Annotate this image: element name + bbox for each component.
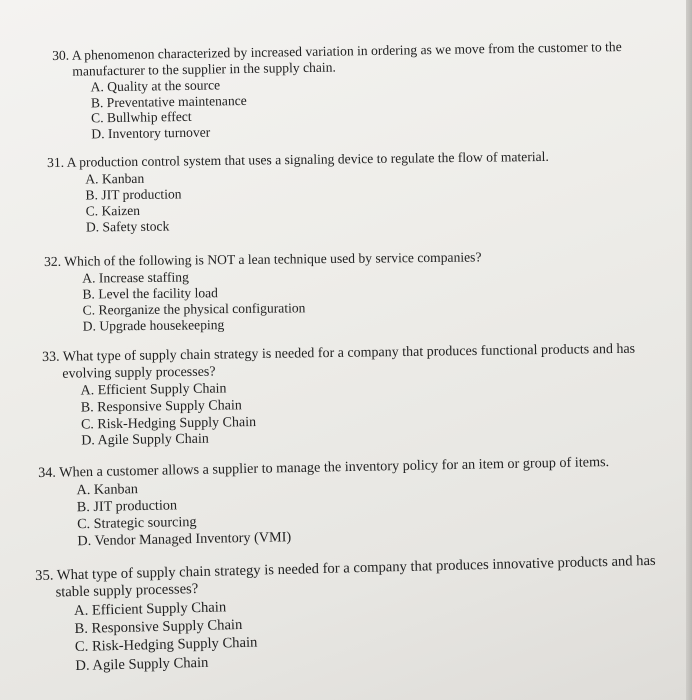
choice-c: C. Kaizen — [85, 202, 141, 219]
question-31 — [47, 147, 688, 235]
answer-choices — [53, 70, 692, 142]
choice-a: A. Efficient Supply Chain — [80, 381, 227, 399]
choice-b: B. Responsive Supply Chain — [80, 398, 242, 416]
answer-choices — [36, 587, 678, 675]
choice-a: A. Kanban — [85, 170, 145, 187]
question-text-line1: A phenomenon characterized by increased variation in ordering as we move from the customer to the — [71, 39, 622, 63]
question-number: 32. — [44, 253, 62, 269]
question-number: 35. — [35, 567, 54, 584]
question-text-line2: evolving supply processes? — [62, 364, 216, 382]
question-text-line1: Which of the following is NOT a lean technique used by service companies? — [64, 249, 482, 269]
choice-c: C. Reorganize the physical configuration — [82, 299, 306, 318]
choice-b: B. Preventative maintenance — [90, 92, 247, 110]
choice-d: D. Agile Supply Chain — [81, 432, 209, 449]
choice-b: B. JIT production — [76, 497, 178, 516]
choice-d: D. Upgrade housekeeping — [82, 316, 225, 334]
question-text-line2: stable supply processes? — [55, 581, 199, 601]
choice-a: A. Efficient Supply Chain — [73, 599, 227, 620]
question-32 — [44, 247, 685, 334]
choice-d: D. Safety stock — [85, 218, 170, 235]
question-number: 30. — [52, 47, 70, 63]
choice-a: A. Quality at the source — [90, 77, 221, 95]
answer-choices — [44, 264, 685, 335]
choice-c: C. Risk-Hedging Supply Chain — [74, 634, 258, 656]
choice-b: B. JIT production — [85, 185, 182, 203]
choice-d: D. Agile Supply Chain — [75, 654, 209, 674]
choice-a: A. Increase staffing — [82, 268, 189, 286]
question-number: 33. — [42, 349, 60, 365]
answer-choices — [47, 164, 688, 236]
question-text-line1: A production control system that uses a signaling device to regulate the flow of material. — [66, 148, 549, 170]
question-text-line1: When a customer allows a supplier to manage the inventory policy for an item or group of items. — [59, 454, 610, 481]
question-35 — [35, 552, 677, 675]
choice-c: C. Strategic sourcing — [76, 513, 197, 533]
question-34 — [38, 453, 680, 551]
choice-c: C. Risk-Hedging Supply Chain — [80, 414, 257, 433]
question-30 — [52, 38, 692, 142]
question-33 — [42, 341, 683, 451]
question-number: 31. — [47, 154, 65, 170]
choice-d: D. Inventory turnover — [91, 124, 211, 141]
answer-choices — [42, 375, 683, 451]
question-text-line1: What type of supply chain strategy is needed for a company that produces innovative products and has — [56, 552, 656, 584]
choice-b: B. Level the facility load — [82, 284, 219, 302]
choice-a: A. Kanban — [76, 480, 139, 499]
question-text-line2: manufacturer to the supplier in the supply chain. — [72, 59, 336, 79]
answer-choices — [38, 471, 679, 551]
choice-b: B. Responsive Supply Chain — [74, 617, 243, 638]
question-number: 34. — [38, 464, 57, 481]
choice-d: D. Vendor Managed Inventory (VMI) — [77, 528, 292, 550]
question-text-line1: What type of supply chain strategy is needed for a company that produces functional products and has — [62, 341, 636, 365]
choice-c: C. Bullwhip effect — [90, 108, 192, 126]
